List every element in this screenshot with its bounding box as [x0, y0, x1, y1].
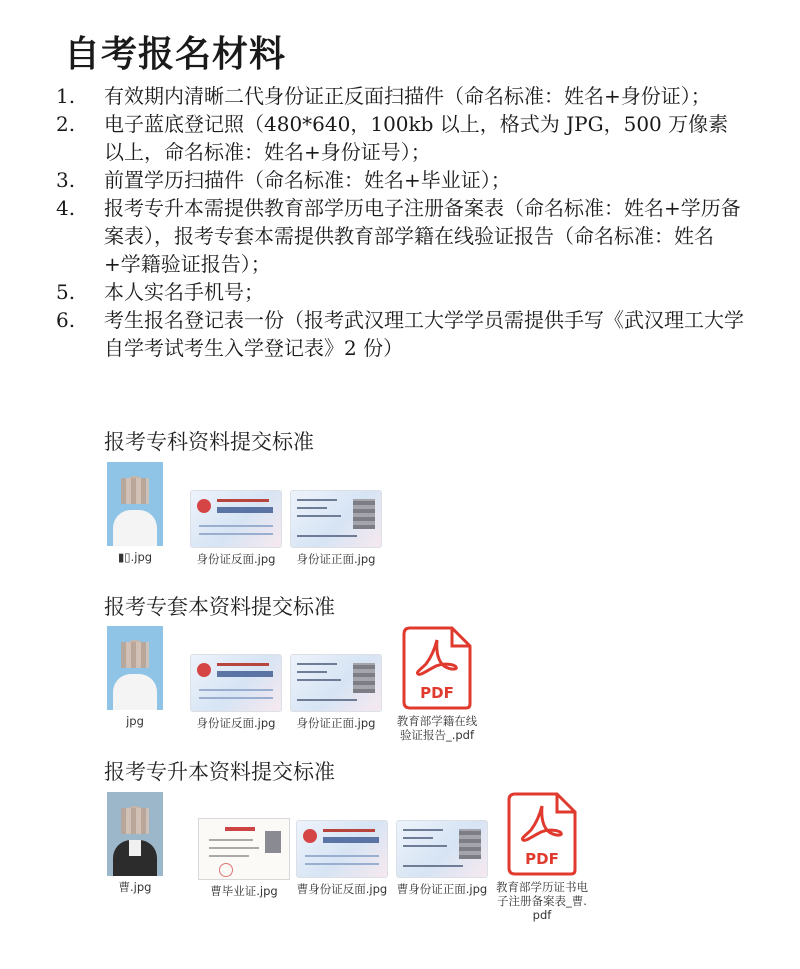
item-text: 报考专升本需提供教育部学历电子注册备案表（命名标准：姓名+学历备案表），报考专套本需提供教育部学籍在线验证报告（命名标准：姓名+学籍验证报告）；	[104, 196, 741, 276]
pdf-label: PDF	[525, 850, 559, 868]
requirement-item	[56, 110, 746, 166]
file-id-front[interactable]	[394, 820, 490, 896]
id-card-front-thumbnail	[290, 490, 382, 548]
file-caption: 教育部学籍在线验证报告_.pdf	[396, 714, 478, 742]
file-caption: ▮▯.jpg	[117, 550, 153, 564]
requirements-list	[56, 82, 746, 362]
photo-thumbnail	[107, 792, 163, 876]
file-photo[interactable]	[100, 462, 170, 564]
file-id-back[interactable]	[188, 654, 284, 730]
item-text: 前置学历扫描件（命名标准：姓名+毕业证）；	[104, 168, 511, 192]
photo-thumbnail	[107, 462, 163, 546]
item-text: 电子蓝底登记照（480*640，100kb 以上，格式为 JPG，500 万像素以上，命名标准：姓名+身份证号）；	[104, 112, 729, 164]
section-title-bachelor-joint: 报考专套本资料提交标准	[104, 595, 335, 619]
section-title-upgrade-bachelor: 报考专升本资料提交标准	[104, 760, 335, 784]
file-caption: 身份证反面.jpg	[196, 716, 276, 730]
file-pdf-registration[interactable]	[494, 792, 590, 922]
file-caption: 身份证正面.jpg	[296, 552, 376, 566]
file-caption: 身份证正面.jpg	[296, 716, 376, 730]
file-id-front[interactable]	[288, 490, 384, 566]
pdf-icon	[507, 792, 577, 876]
page-title: 自考报名材料	[64, 34, 287, 75]
requirement-item	[56, 166, 746, 194]
file-caption: jpg	[126, 714, 144, 728]
file-caption: 曹身份证正面.jpg	[396, 882, 488, 896]
file-diploma[interactable]	[196, 818, 292, 898]
item-number: 1.	[56, 84, 76, 108]
id-card-back-thumbnail	[190, 490, 282, 548]
file-caption: 曹毕业证.jpg	[210, 884, 278, 898]
requirement-item	[56, 194, 746, 278]
section-title-associate: 报考专科资料提交标准	[104, 430, 314, 454]
file-id-front[interactable]	[288, 654, 384, 730]
requirement-item	[56, 306, 746, 362]
item-text: 本人实名手机号；	[104, 280, 264, 304]
id-card-back-thumbnail	[296, 820, 388, 878]
file-caption: 教育部学历证书电子注册备案表_曹.pdf	[496, 880, 588, 922]
file-caption: 身份证反面.jpg	[196, 552, 276, 566]
file-id-back[interactable]	[294, 820, 390, 896]
item-number: 5.	[56, 280, 76, 304]
id-card-back-thumbnail	[190, 654, 282, 712]
item-number: 3.	[56, 168, 76, 192]
pdf-label: PDF	[420, 684, 454, 702]
file-pdf-report[interactable]	[392, 626, 482, 742]
requirement-item	[56, 82, 746, 110]
requirement-item	[56, 278, 746, 306]
id-card-front-thumbnail	[290, 654, 382, 712]
item-number: 4.	[56, 196, 76, 220]
item-number: 2.	[56, 112, 76, 136]
file-id-back[interactable]	[188, 490, 284, 566]
file-caption: 曹.jpg	[118, 880, 152, 894]
item-number: 6.	[56, 308, 76, 332]
diploma-thumbnail	[198, 818, 290, 880]
id-card-front-thumbnail	[396, 820, 488, 878]
item-text: 有效期内清晰二代身份证正反面扫描件（命名标准：姓名+身份证）；	[104, 84, 711, 108]
photo-thumbnail	[107, 626, 163, 710]
file-photo[interactable]	[100, 792, 170, 894]
pdf-icon	[402, 626, 472, 710]
file-photo[interactable]	[100, 626, 170, 728]
file-caption: 曹身份证反面.jpg	[296, 882, 388, 896]
item-text: 考生报名登记表一份（报考武汉理工大学学员需提供手写《武汉理工大学自学考试考生入学登记表》2 份）	[104, 308, 744, 360]
